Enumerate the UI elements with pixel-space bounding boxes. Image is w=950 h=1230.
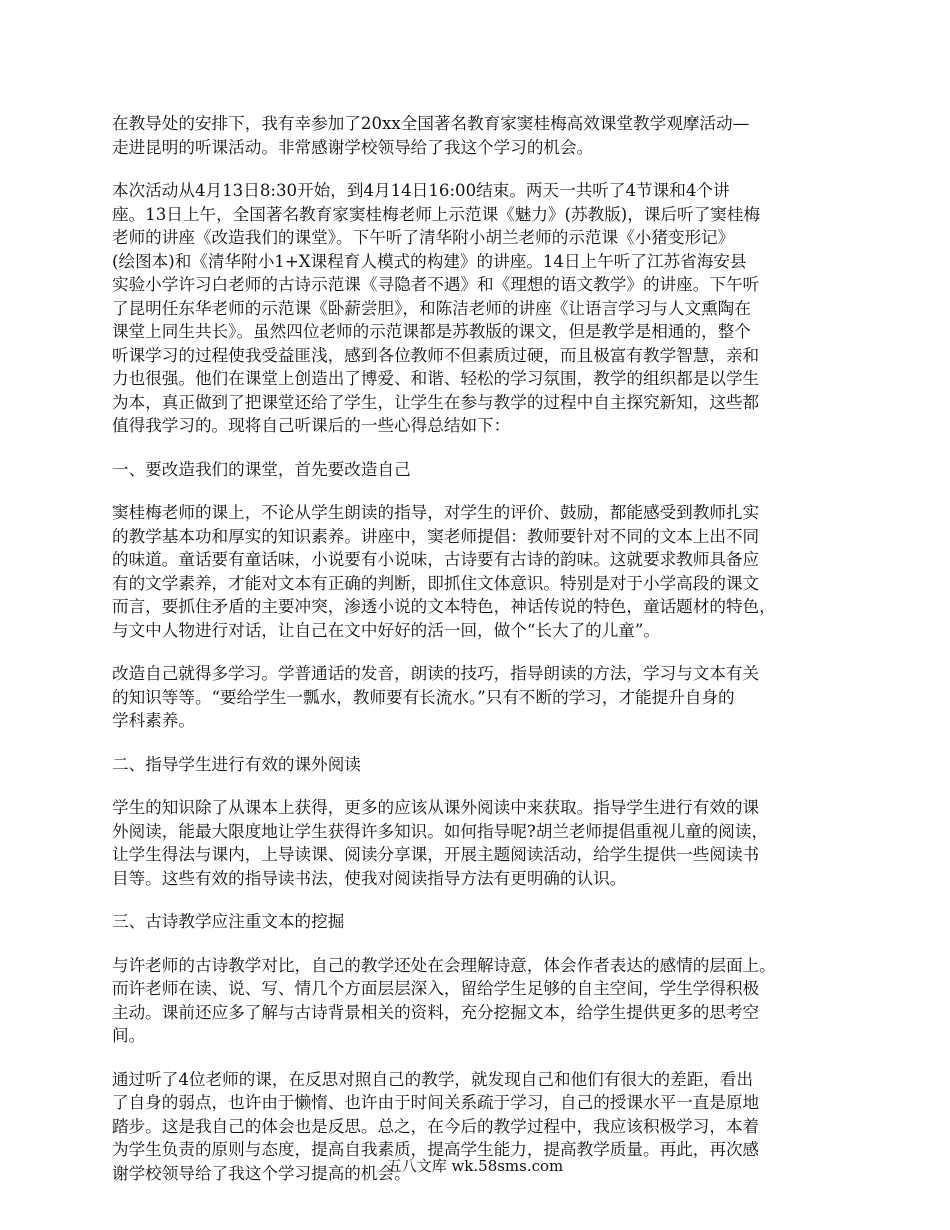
text-line: 为本，真正做到了把课堂还给了学生，让学生在参与教学的过程中自主探究新知，这些都 [112,392,760,412]
text-line: 实验小学许习白老师的古诗示范课《寻隐者不遇》和《理想的语文教学》的讲座。下午听 [112,275,760,294]
text-line: 值得我学习的。现将自己听课后的一些心得总结如下： [112,416,511,435]
text-line: 为学生负责的原则与态度，提高自我素质，提高学生能力，提高教学质量。再此，再次感 [112,1140,760,1159]
text-line: 听课学习的过程使我受益匪浅，感到各位教师不但素质过硬，而且极富有教学智慧，亲和 [112,345,760,365]
text-line: 窦桂梅老师的课上，不论从学生朗读的指导，对学生的评价、鼓励，都能感受到教师扎实 [112,503,760,522]
section-heading [112,910,850,934]
section-heading [112,458,850,482]
text-line: 座。13日上午，全国著名教育家窦桂梅老师上示范课《魅力》(苏教版)，课后听了窦桂梅 [112,204,761,224]
text-line: 在教导处的安排下，我有幸参加了20xx全国著名教育家窦桂梅高效课堂教学观摩活动— [112,114,750,133]
text-line: 让学生得法与课内，上导读课、阅读分享课，开展主题阅读活动，给学生提供一些阅读书 [112,845,760,864]
text-line: 学生的知识除了从课本上获得，更多的应该从课外阅读中来获取。指导学生进行有效的课 [112,798,760,817]
document-content [112,112,850,1185]
text-line: 的教学基本功和厚实的知识素养。讲座中，窦老师提倡：教师要针对不同的文本上出不同 [112,526,760,546]
text-line: 了昆明任东华老师的示范课《卧薪尝胆》，和陈洁老师的讲座《让语言学习与人文熏陶在 [112,298,751,318]
text-line: 而言，要抓住矛盾的主要冲突，渗透小说的文本特色，神话传说的特色，童话题材的特色， [112,597,776,616]
paragraph [112,179,850,438]
text-line: 目等。这些有效的指导读书法，使我对阅读指导方法有更明确的认识。 [112,868,627,888]
text-line: 的知识等等。“要给学生一瓢水，教师要有长流水。”只有不断的学习，才能提升自身的 [112,687,735,707]
text-line: 与许老师的古诗教学对比，自己的教学还处在会理解诗意，体会作者表达的感情的层面上。 [112,955,776,975]
text-line: 主动。课前还应多了解与古诗背景相关的资料，充分挖掘文本，给学生提供更多的思考空 [112,1002,760,1022]
text-line: 学科素养。 [112,711,195,730]
text-line: 老师的讲座《改造我们的课堂》。下午听了清华附小胡兰老师的示范课《小猪变形记》 [112,228,735,247]
text-line: 改造自己就得多学习。学普通话的发音，朗读的技巧，指导朗读的方法，学习与文本有关 [112,664,760,683]
text-line: 外阅读，能最大限度地让学生获得许多知识。如何指导呢?胡兰老师提倡重视儿童的阅读， [112,821,769,841]
text-line: 通过听了4位老师的课，在反思对照自己的教学，就发现自己和他们有很大的差距，看出 [112,1069,754,1089]
text-line: 而许老师在读、说、写、情几个方面层层深入，留给学生足够的自主空间，学生学得积极 [112,979,760,998]
text-line: 了自身的弱点，也许由于懒惰、也许由于时间关系疏于学习，自己的授课水平一直是原地 [112,1093,760,1112]
document-body [112,112,850,1205]
text-line: 踏步。这是我自己的体会也是反思。总之，在今后的教学过程中，我应该积极学习，本着 [112,1116,760,1136]
text-line: 一、要改造我们的课堂，首先要改造自己 [112,459,411,479]
text-line: 间。 [112,1026,146,1045]
text-line: 三、古诗教学应注重文本的挖掘 [112,912,345,931]
paragraph [112,662,850,733]
text-line: 有的文学素养，才能对文本有正确的判断，即抓住文体意识。特别是对于小学高段的课文 [112,573,760,593]
paragraph [112,501,850,642]
text-line: 二、指导学生进行有效的课外阅读 [112,754,361,774]
paragraph [112,796,850,890]
footer-watermark: 五八文库 wk.58sms.com [386,1157,564,1175]
text-line: 力也很强。他们在课堂上创造出了博爱、和谐、轻松的学习氛围，教学的组织都是以学生 [112,369,760,388]
text-line: 与文中人物进行对话，让自己在文中好好的活一回，做个“长大了的儿童”。 [112,620,660,640]
text-line: 谢学校领导给了我这个学习提高的机会。 [112,1163,411,1183]
text-line: 走进昆明的听课活动。非常感谢学校领导给了我这个学习的机会。 [112,137,594,157]
section-heading [112,753,850,777]
text-line: 课堂上同生共长》。虽然四位老师的示范课都是苏教版的课文，但是教学是相通的，整个 [112,322,751,341]
text-line: (绘图本)和《清华附小1+X课程育人模式的构建》的讲座。14日上午听了江苏省海安县 [112,251,747,271]
text-line: 本次活动从4月13日8:30开始，到4月14日16:00结束。两天一共听了4节课和4个讲 [112,181,730,200]
text-line: 的味道。童话要有童话味，小说要有小说味，古诗要有古诗的韵味。这就要求教师具备应 [112,550,760,569]
paragraph [112,954,850,1048]
paragraph [112,112,850,159]
